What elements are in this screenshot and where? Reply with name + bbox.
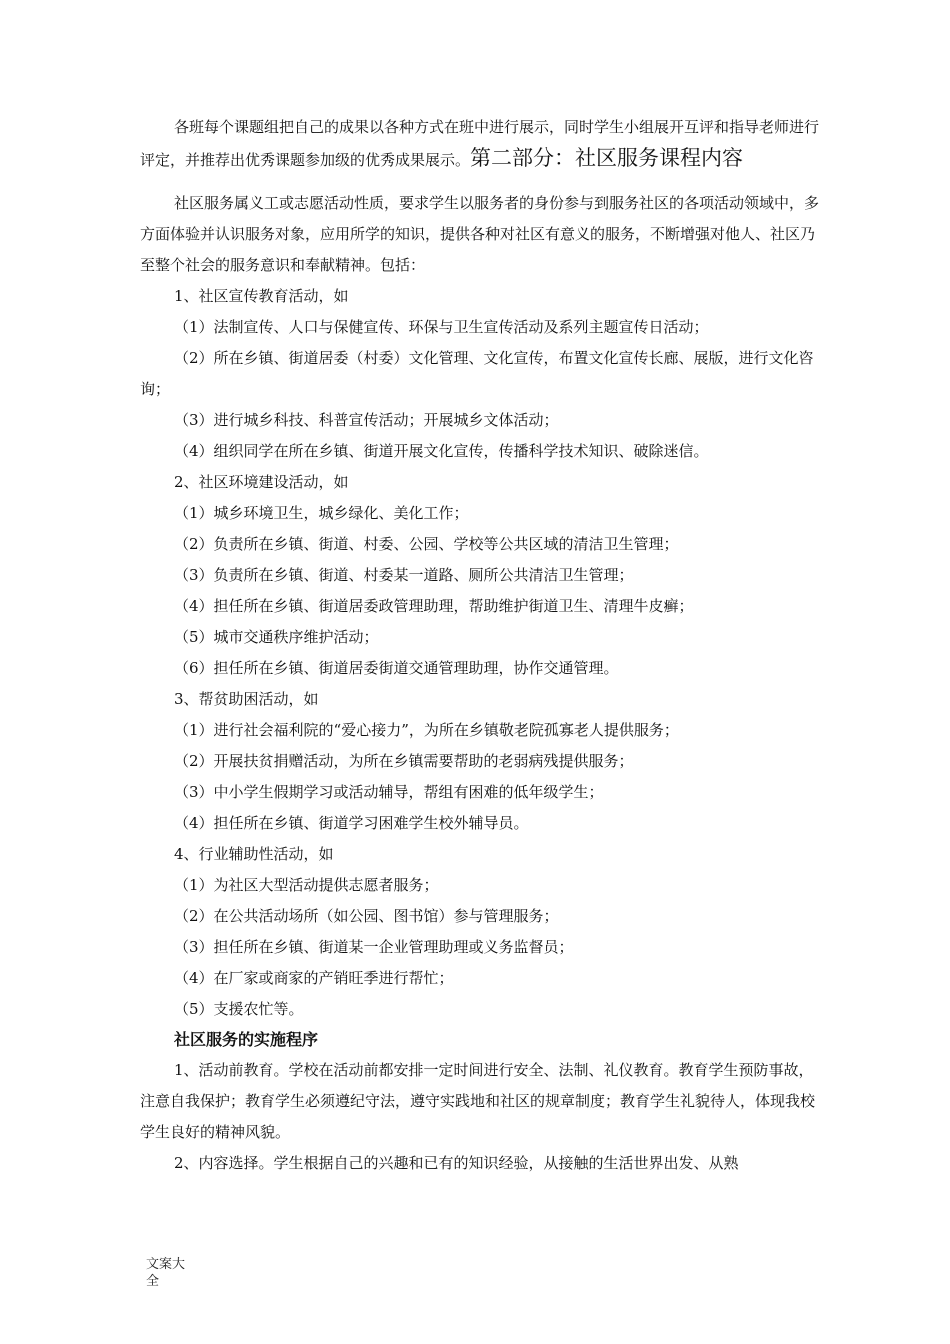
section-title-3: 3、帮贫助困活动，如: [174, 690, 319, 708]
list-item: （2）所在乡镇、街道居委（村委）文化管理、文化宣传，布置文化宣传长廊、展版，进行文化咨询；: [140, 349, 814, 398]
list-item: （2）开展扶贫捐赠活动，为所在乡镇需要帮助的老弱病残提供服务；: [174, 752, 634, 770]
document-body: [140, 112, 820, 1179]
list-item: （2）负责所在乡镇、街道、村委、公园、学校等公共区域的清洁卫生管理；: [174, 535, 679, 553]
section-title-4: 4、行业辅助性活动，如: [174, 845, 334, 863]
list-item: （5）支援农忙等。: [174, 1000, 304, 1018]
list-item: （3）进行城乡科技、科普宣传活动；开展城乡文体活动；: [174, 411, 559, 429]
implementation-heading: 社区服务的实施程序: [174, 1030, 319, 1049]
list-item: （3）担任所在乡镇、街道某一企业管理助理或义务监督员；: [174, 938, 574, 956]
page-footer: 文案大全: [146, 1257, 186, 1289]
list-item: （3）中小学生假期学习或活动辅导，帮组有困难的低年级学生；: [174, 783, 604, 801]
list-item: （5）城市交通秩序维护活动；: [174, 628, 379, 646]
section-title-2: 2、社区环境建设活动，如: [174, 473, 349, 491]
list-item: （1）法制宣传、人口与保健宣传、环保与卫生宣传活动及系列主题宣传日活动；: [174, 318, 709, 336]
list-item: （4）在厂家或商家的产销旺季进行帮忙；: [174, 969, 454, 987]
list-item: （3）负责所在乡镇、街道、村委某一道路、厕所公共清洁卫生管理；: [174, 566, 634, 584]
intro-text: 各班每个课题组把自己的成果以各种方式在班中进行展示，同时学生小组展开互评和指导老师进行评定，并推荐出优秀课题参加级的优秀成果展示。: [140, 118, 820, 169]
list-item: （6）担任所在乡镇、街道居委街道交通管理助理，协作交通管理。: [174, 659, 619, 677]
implementation-paragraph: 2、内容选择。学生根据自己的兴趣和已有的知识经验，从接触的生活世界出发、从熟: [174, 1154, 739, 1172]
list-item: （1）进行社会福利院的“爱心接力”，为所在乡镇敬老院孤寡老人提供服务；: [174, 721, 679, 739]
list-item: （4）担任所在乡镇、街道学习困难学生校外辅导员。: [174, 814, 529, 832]
list-item: （4）担任所在乡镇、街道居委政管理助理，帮助维护街道卫生、清理牛皮癣；: [174, 597, 694, 615]
list-item: （2）在公共活动场所（如公园、图书馆）参与管理服务；: [174, 907, 559, 925]
list-item: （4）组织同学在所在乡镇、街道开展文化宣传，传播科学技术知识、破除迷信。: [174, 442, 709, 460]
list-item: （1）城乡环境卫生，城乡绿化、美化工作；: [174, 504, 469, 522]
service-description-paragraph: 社区服务属义工或志愿活动性质，要求学生以服务者的身份参与到服务社区的各项活动领域中，多方面体验并认识服务对象，应用所学的知识，提供各种对社区有意义的服务，不断增强对他人、社区乃至整个社会的服务意识和奉献精神。包括：: [140, 194, 820, 274]
implementation-paragraph: 1、活动前教育。学校在活动前都安排一定时间进行安全、法制、礼仪教育。教育学生预防事故，注意自我保护；教育学生必须遵纪守法，遵守实践地和社区的规章制度；教育学生礼貌待人，体现我校学生良好的精神风貌。: [140, 1061, 816, 1141]
section-title-1: 1、社区宣传教育活动，如: [174, 287, 349, 305]
list-item: （1）为社区大型活动提供志愿者服务；: [174, 876, 439, 894]
intro-paragraph: [140, 112, 820, 176]
section-heading-part2: 第二部分：社区服务课程内容: [470, 146, 744, 170]
